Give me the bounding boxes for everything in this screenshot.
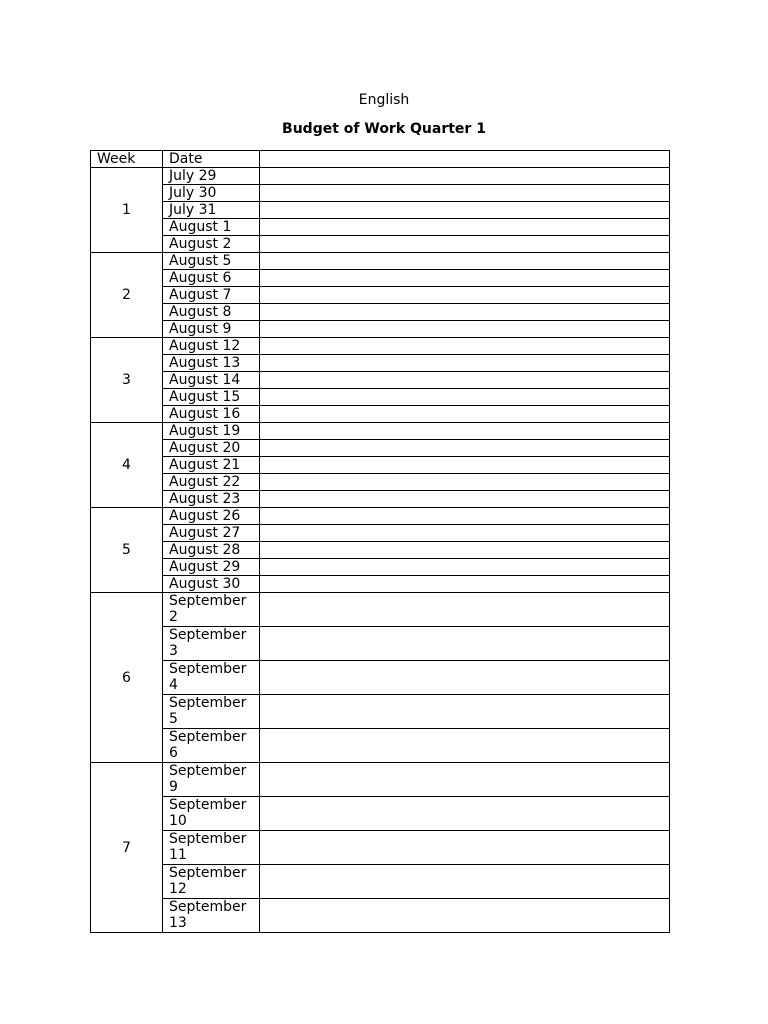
date-cell: September 5 [163,695,260,729]
notes-cell[interactable] [260,865,670,899]
table-row [91,508,670,525]
date-cell: August 27 [163,525,260,542]
notes-cell[interactable] [260,304,670,321]
notes-cell[interactable] [260,338,670,355]
notes-cell[interactable] [260,508,670,525]
notes-cell[interactable] [260,899,670,933]
table-row [91,355,670,372]
table-row [91,831,670,865]
date-cell: August 12 [163,338,260,355]
date-cell: August 8 [163,304,260,321]
notes-cell[interactable] [260,576,670,593]
date-cell: September 9 [163,763,260,797]
notes-cell[interactable] [260,355,670,372]
date-cell: August 30 [163,576,260,593]
notes-cell[interactable] [260,168,670,185]
table-body [91,151,670,933]
table-header-row [91,151,670,168]
date-cell: September 11 [163,831,260,865]
date-cell: July 30 [163,185,260,202]
date-cell: August 20 [163,440,260,457]
date-cell: August 26 [163,508,260,525]
notes-cell[interactable] [260,202,670,219]
table-row [91,729,670,763]
notes-cell[interactable] [260,287,670,304]
date-cell: August 21 [163,457,260,474]
table-row [91,559,670,576]
date-cell: August 28 [163,542,260,559]
table-row [91,627,670,661]
date-cell: August 7 [163,287,260,304]
table-row [91,593,670,627]
header-week: Week [91,151,163,168]
notes-cell[interactable] [260,763,670,797]
notes-cell[interactable] [260,185,670,202]
notes-cell[interactable] [260,440,670,457]
notes-cell[interactable] [260,236,670,253]
date-cell: September 4 [163,661,260,695]
date-cell: July 31 [163,202,260,219]
date-cell: August 19 [163,423,260,440]
table-row [91,304,670,321]
notes-cell[interactable] [260,219,670,236]
table-row [91,440,670,457]
date-cell: September 10 [163,797,260,831]
notes-cell[interactable] [260,593,670,627]
document-subject: English [358,92,410,108]
date-cell: August 9 [163,321,260,338]
table-row [91,236,670,253]
notes-cell[interactable] [260,372,670,389]
date-cell: September 6 [163,729,260,763]
date-cell: August 23 [163,491,260,508]
table-row [91,372,670,389]
notes-cell[interactable] [260,695,670,729]
date-cell: August 14 [163,372,260,389]
header-notes [260,151,670,168]
table-row [91,865,670,899]
table-row [91,525,670,542]
date-cell: August 16 [163,406,260,423]
table-row [91,423,670,440]
date-cell: September 13 [163,899,260,933]
week-number-cell: 7 [91,763,163,933]
table-row [91,321,670,338]
table-row [91,389,670,406]
week-number-cell: 5 [91,508,163,593]
date-cell: August 15 [163,389,260,406]
table-row [91,457,670,474]
notes-cell[interactable] [260,797,670,831]
date-cell: July 29 [163,168,260,185]
table-row [91,202,670,219]
table-row [91,899,670,933]
table-row [91,338,670,355]
date-cell: August 29 [163,559,260,576]
budget-of-work-table [90,150,670,933]
table-row [91,661,670,695]
date-cell: September 12 [163,865,260,899]
week-number-cell: 3 [91,338,163,423]
notes-cell[interactable] [260,525,670,542]
notes-cell[interactable] [260,831,670,865]
table-row [91,253,670,270]
table-row [91,219,670,236]
notes-cell[interactable] [260,542,670,559]
table-row [91,168,670,185]
date-cell: August 5 [163,253,260,270]
table-row [91,270,670,287]
notes-cell[interactable] [260,559,670,576]
table-row [91,763,670,797]
week-number-cell: 1 [91,168,163,253]
date-cell: September 2 [163,593,260,627]
table-row [91,542,670,559]
week-number-cell: 4 [91,423,163,508]
notes-cell[interactable] [260,627,670,661]
date-cell: August 13 [163,355,260,372]
table-row [91,797,670,831]
table-row [91,491,670,508]
notes-cell[interactable] [260,474,670,491]
date-cell: August 6 [163,270,260,287]
notes-cell[interactable] [260,270,670,287]
notes-cell[interactable] [260,491,670,508]
document-title: Budget of Work Quarter 1 [282,121,486,137]
notes-cell[interactable] [260,729,670,763]
week-number-cell: 2 [91,253,163,338]
table-row [91,695,670,729]
table-row [91,406,670,423]
table-row [91,576,670,593]
notes-cell[interactable] [260,457,670,474]
notes-cell[interactable] [260,389,670,406]
date-cell: August 2 [163,236,260,253]
table-row [91,474,670,491]
notes-cell[interactable] [260,423,670,440]
table-row [91,185,670,202]
notes-cell[interactable] [260,321,670,338]
date-cell: August 1 [163,219,260,236]
table-row [91,287,670,304]
notes-cell[interactable] [260,661,670,695]
week-number-cell: 6 [91,593,163,763]
header-date: Date [163,151,260,168]
date-cell: August 22 [163,474,260,491]
notes-cell[interactable] [260,253,670,270]
notes-cell[interactable] [260,406,670,423]
date-cell: September 3 [163,627,260,661]
